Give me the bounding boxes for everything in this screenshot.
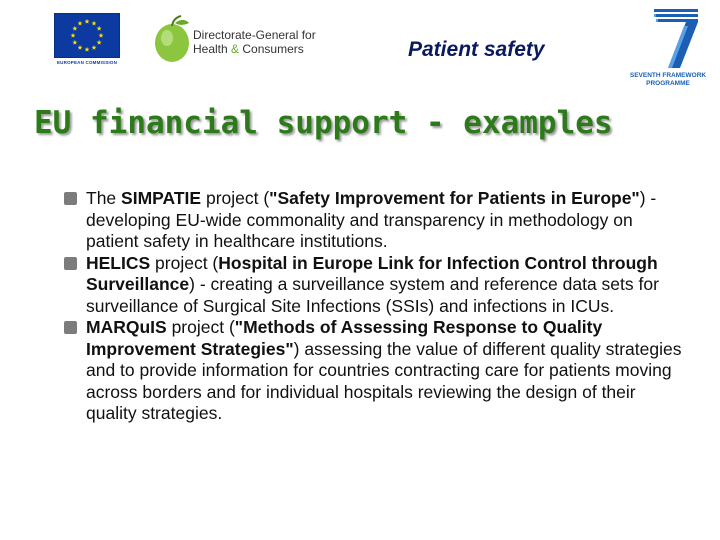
bullet-item-marquis [64,317,684,425]
dg-logo-ampersand: & [231,42,240,56]
bullet-segment: ) - developing EU-wide commonality and transparency in methodology on patient safety in healthcare institutions. [86,188,657,251]
eu-star-icon [92,45,97,50]
bullet-item-helics [64,253,684,318]
fp7-caption-line1: SEVENTH FRAMEWORK [629,72,707,79]
eu-star-icon [71,33,76,38]
bullet-item-simpatie [64,188,684,253]
fp7-seven-icon [618,6,718,70]
bullet-segment: ) - creating a surveillance system and reference data sets for surveillance of Surgical Site Infections (SSIs) and infections in ICUs. [86,274,659,316]
bullet-bold-segment: HELICS [86,252,151,273]
bullet-segment: The [86,188,122,208]
slide-title: EU financial support - examples [34,105,613,141]
bullet-segment: project ( [166,317,235,337]
bullet-square-icon [64,192,77,205]
dg-logo-line1: Directorate-General for [193,28,316,42]
dg-logo-health: Health [193,42,232,56]
dg-logo-line2 [193,42,304,56]
eu-star-icon [92,21,97,26]
eu-star-icon [78,45,83,50]
eu-commission-logo [54,13,120,67]
dg-logo-consumers: Consumers [239,42,304,56]
bullet-segment: project ( [150,252,219,273]
header-title: Patient safety [408,38,545,61]
eu-star-icon [97,40,102,45]
eu-star-icon [85,47,90,52]
eu-flag-icon [54,13,120,58]
bullet-list [64,188,684,425]
bullet-bold-segment: "Methods of Assessing Response to Quality Improvement Strategies" [86,317,603,359]
bullet-bold-segment: MARQuIS [86,317,167,337]
eu-star-icon [85,19,90,24]
fp7-caption [618,72,718,88]
bullet-text [86,317,684,425]
bullet-square-icon [64,257,77,270]
eu-star-icon [97,26,102,31]
bullet-bold-segment: Hospital in Europe Link for Infection Control through Surveillance [86,252,658,294]
eu-commission-caption: EUROPEAN COMMISSION [56,60,118,65]
eu-stars-circle [55,14,119,57]
bullet-segment: ) assessing the value of different quality strategies and to provide information for countries contracting care for patients moving across borders and for individual hospitals reviewing the design of their quality strategies. [86,338,682,423]
eu-star-icon [78,21,83,26]
fp7-caption-line2: PROGRAMME [646,80,690,87]
bullet-segment: project ( [201,188,270,208]
eu-star-icon [72,26,77,31]
bullet-bold-segment: SIMPATIE [121,188,202,208]
dg-health-consumers-logo [153,14,328,64]
fp7-logo [618,6,718,94]
bullet-bold-segment: "Safety Improvement for Patients in Europe" [269,188,640,208]
bullet-text [86,188,684,253]
eu-star-icon [72,40,77,45]
bullet-text [86,253,684,318]
eu-star-icon [99,33,104,38]
bullet-square-icon [64,321,77,334]
